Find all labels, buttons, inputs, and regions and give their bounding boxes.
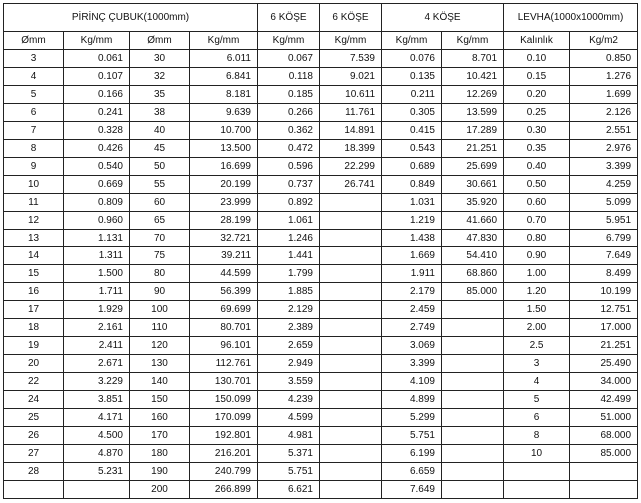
table-cell: 16.699 xyxy=(190,157,258,175)
table-cell: 0.135 xyxy=(382,67,442,85)
table-cell: 16 xyxy=(4,283,64,301)
column-header: Kg/mm xyxy=(442,32,504,50)
table-cell: 1.00 xyxy=(504,265,570,283)
table-cell: 1.311 xyxy=(64,247,130,265)
table-cell: 0.118 xyxy=(258,67,320,85)
table-row xyxy=(4,409,638,427)
table-cell: 4 xyxy=(4,67,64,85)
table-cell: 5.371 xyxy=(258,444,320,462)
table-row xyxy=(4,462,638,480)
column-header: Kg/mm xyxy=(258,32,320,50)
table-cell: 2.949 xyxy=(258,355,320,373)
table-cell: 0.426 xyxy=(64,139,130,157)
table-cell: 0.543 xyxy=(382,139,442,157)
table-cell xyxy=(320,427,382,445)
table-cell: 85.000 xyxy=(442,283,504,301)
table-cell: 17.289 xyxy=(442,121,504,139)
table-cell: 34.000 xyxy=(570,373,638,391)
table-cell: 3.399 xyxy=(570,157,638,175)
table-cell: 15 xyxy=(4,265,64,283)
table-cell: 6.199 xyxy=(382,444,442,462)
table-cell: 3.069 xyxy=(382,337,442,355)
table-cell: 20.199 xyxy=(190,175,258,193)
table-cell: 0.50 xyxy=(504,175,570,193)
table-cell: 130 xyxy=(130,355,190,373)
table-cell: 5.751 xyxy=(258,462,320,480)
table-cell: 5 xyxy=(4,85,64,103)
table-cell xyxy=(504,462,570,480)
table-cell: 8 xyxy=(504,427,570,445)
table-cell: 4.899 xyxy=(382,391,442,409)
table-cell: 0.30 xyxy=(504,121,570,139)
table-cell: 14 xyxy=(4,247,64,265)
table-cell: 26.741 xyxy=(320,175,382,193)
table-cell: 0.166 xyxy=(64,85,130,103)
table-row xyxy=(4,283,638,301)
group-header-row xyxy=(4,4,638,32)
table-cell: 5.951 xyxy=(570,211,638,229)
table-cell: 10.611 xyxy=(320,85,382,103)
table-cell: 266.899 xyxy=(190,480,258,498)
table-cell: 1.20 xyxy=(504,283,570,301)
table-cell: 28.199 xyxy=(190,211,258,229)
table-cell: 55 xyxy=(130,175,190,193)
table-cell: 4.599 xyxy=(258,409,320,427)
table-cell: 25.490 xyxy=(570,355,638,373)
table-cell: 0.305 xyxy=(382,103,442,121)
table-cell: 2.551 xyxy=(570,121,638,139)
table-cell: 10 xyxy=(4,175,64,193)
table-cell: 11 xyxy=(4,193,64,211)
table-row xyxy=(4,480,638,498)
table-cell xyxy=(320,462,382,480)
table-cell: 3.559 xyxy=(258,373,320,391)
header-6-kose-a: 6 KÖŞE xyxy=(258,4,320,32)
table-cell: 2.671 xyxy=(64,355,130,373)
table-cell xyxy=(442,373,504,391)
table-cell: 8.181 xyxy=(190,85,258,103)
table-cell: 6.659 xyxy=(382,462,442,480)
table-cell xyxy=(320,319,382,337)
table-cell: 10.421 xyxy=(442,67,504,85)
table-cell: 25.699 xyxy=(442,157,504,175)
table-cell: 1.929 xyxy=(64,301,130,319)
table-cell: 0.10 xyxy=(504,50,570,68)
table-cell: 0.328 xyxy=(64,121,130,139)
table-cell xyxy=(320,301,382,319)
table-row xyxy=(4,265,638,283)
table-cell: 32.721 xyxy=(190,229,258,247)
table-cell: 39.211 xyxy=(190,247,258,265)
table-cell: 110 xyxy=(130,319,190,337)
table-cell: 0.737 xyxy=(258,175,320,193)
table-cell: 0.362 xyxy=(258,121,320,139)
table-cell xyxy=(570,462,638,480)
table-body xyxy=(4,50,638,499)
table-cell xyxy=(64,480,130,498)
table-cell: 0.850 xyxy=(570,50,638,68)
header-levha: LEVHA(1000x1000mm) xyxy=(504,4,638,32)
header-pirinc-cubuk: PİRİNÇ ÇUBUK(1000mm) xyxy=(4,4,258,32)
table-cell: 4.500 xyxy=(64,427,130,445)
table-cell: 10 xyxy=(504,444,570,462)
table-cell: 0.60 xyxy=(504,193,570,211)
table-row xyxy=(4,193,638,211)
table-row xyxy=(4,175,638,193)
table-cell: 13.500 xyxy=(190,139,258,157)
table-row xyxy=(4,319,638,337)
table-cell: 0.266 xyxy=(258,103,320,121)
table-cell: 1.500 xyxy=(64,265,130,283)
table-cell: 2.459 xyxy=(382,301,442,319)
table-cell: 2.161 xyxy=(64,319,130,337)
table-cell: 100 xyxy=(130,301,190,319)
table-row xyxy=(4,211,638,229)
table-cell: 20 xyxy=(4,355,64,373)
table-cell: 28 xyxy=(4,462,64,480)
table-row xyxy=(4,50,638,68)
table-cell: 0.25 xyxy=(504,103,570,121)
table-cell: 3 xyxy=(504,355,570,373)
table-cell: 17 xyxy=(4,301,64,319)
table-cell: 38 xyxy=(130,103,190,121)
table-cell: 0.472 xyxy=(258,139,320,157)
table-cell: 54.410 xyxy=(442,247,504,265)
table-cell: 22.299 xyxy=(320,157,382,175)
table-cell: 2.5 xyxy=(504,337,570,355)
table-cell: 0.80 xyxy=(504,229,570,247)
table-cell: 192.801 xyxy=(190,427,258,445)
table-cell xyxy=(442,462,504,480)
table-row xyxy=(4,67,638,85)
table-cell: 7.649 xyxy=(382,480,442,498)
table-cell: 65 xyxy=(130,211,190,229)
table-cell: 0.849 xyxy=(382,175,442,193)
table-cell: 9 xyxy=(4,157,64,175)
table-cell xyxy=(320,193,382,211)
table-cell: 35.920 xyxy=(442,193,504,211)
table-cell: 1.699 xyxy=(570,85,638,103)
table-cell: 4.870 xyxy=(64,444,130,462)
table-cell: 5.751 xyxy=(382,427,442,445)
table-cell: 47.830 xyxy=(442,229,504,247)
table-cell: 4.259 xyxy=(570,175,638,193)
table-cell xyxy=(570,480,638,498)
table-row xyxy=(4,85,638,103)
table-cell: 1.061 xyxy=(258,211,320,229)
table-cell: 9.639 xyxy=(190,103,258,121)
table-cell: 0.960 xyxy=(64,211,130,229)
table-cell: 0.689 xyxy=(382,157,442,175)
column-header: Kg/mm xyxy=(190,32,258,50)
table-cell: 21.251 xyxy=(442,139,504,157)
brass-weight-table xyxy=(3,3,638,499)
table-cell xyxy=(320,283,382,301)
table-cell: 7.539 xyxy=(320,50,382,68)
table-cell: 0.241 xyxy=(64,103,130,121)
table-cell: 2.126 xyxy=(570,103,638,121)
table-cell: 11.761 xyxy=(320,103,382,121)
column-header: Kalınlık xyxy=(504,32,570,50)
table-cell: 2.389 xyxy=(258,319,320,337)
table-row xyxy=(4,301,638,319)
table-cell: 5 xyxy=(504,391,570,409)
table-cell xyxy=(320,373,382,391)
table-cell: 0.892 xyxy=(258,193,320,211)
table-cell xyxy=(320,265,382,283)
table-cell xyxy=(442,427,504,445)
table-cell: 150.099 xyxy=(190,391,258,409)
table-cell: 4 xyxy=(504,373,570,391)
column-header: Ømm xyxy=(130,32,190,50)
table-cell: 0.596 xyxy=(258,157,320,175)
table-cell: 18.399 xyxy=(320,139,382,157)
table-cell: 120 xyxy=(130,337,190,355)
table-cell xyxy=(320,337,382,355)
table-cell: 68.860 xyxy=(442,265,504,283)
table-row xyxy=(4,391,638,409)
table-cell: 8.701 xyxy=(442,50,504,68)
table-cell: 0.35 xyxy=(504,139,570,157)
table-cell xyxy=(320,391,382,409)
table-cell: 80.701 xyxy=(190,319,258,337)
table-cell: 10.700 xyxy=(190,121,258,139)
table-cell: 2.749 xyxy=(382,319,442,337)
table-cell xyxy=(320,229,382,247)
table-cell: 5.099 xyxy=(570,193,638,211)
table-row xyxy=(4,157,638,175)
table-cell xyxy=(4,480,64,498)
header-6-kose-b: 6 KÖŞE xyxy=(320,4,382,32)
table-cell: 45 xyxy=(130,139,190,157)
table-cell: 0.107 xyxy=(64,67,130,85)
table-cell: 56.399 xyxy=(190,283,258,301)
table-cell: 0.40 xyxy=(504,157,570,175)
header-4-kose: 4 KÖŞE xyxy=(382,4,504,32)
table-cell: 0.076 xyxy=(382,50,442,68)
table-row xyxy=(4,247,638,265)
table-cell: 2.00 xyxy=(504,319,570,337)
table-cell xyxy=(442,480,504,498)
table-cell: 3.399 xyxy=(382,355,442,373)
table-row xyxy=(4,229,638,247)
table-cell: 0.211 xyxy=(382,85,442,103)
table-cell: 1.219 xyxy=(382,211,442,229)
table-cell: 21.251 xyxy=(570,337,638,355)
table-cell: 12.751 xyxy=(570,301,638,319)
table-cell xyxy=(504,480,570,498)
table-cell xyxy=(442,391,504,409)
table-cell: 1.711 xyxy=(64,283,130,301)
table-cell: 2.976 xyxy=(570,139,638,157)
table-cell xyxy=(320,444,382,462)
table-cell: 1.441 xyxy=(258,247,320,265)
column-header: Ømm xyxy=(4,32,64,50)
table-cell: 18 xyxy=(4,319,64,337)
table-cell: 85.000 xyxy=(570,444,638,462)
table-cell: 150 xyxy=(130,391,190,409)
table-cell: 0.669 xyxy=(64,175,130,193)
column-header: Kg/mm xyxy=(320,32,382,50)
table-cell: 27 xyxy=(4,444,64,462)
table-cell: 0.809 xyxy=(64,193,130,211)
table-cell: 2.659 xyxy=(258,337,320,355)
table-cell: 5.299 xyxy=(382,409,442,427)
table-cell xyxy=(320,409,382,427)
table-cell: 12 xyxy=(4,211,64,229)
table-cell: 1.885 xyxy=(258,283,320,301)
table-row xyxy=(4,427,638,445)
table-cell: 60 xyxy=(130,193,190,211)
table-cell: 200 xyxy=(130,480,190,498)
table-row xyxy=(4,355,638,373)
table-cell: 26 xyxy=(4,427,64,445)
table-cell: 6.011 xyxy=(190,50,258,68)
table-cell: 170 xyxy=(130,427,190,445)
table-cell: 30.661 xyxy=(442,175,504,193)
table-cell: 13.599 xyxy=(442,103,504,121)
table-cell: 19 xyxy=(4,337,64,355)
table-cell: 216.201 xyxy=(190,444,258,462)
subheader-row xyxy=(4,32,638,50)
table-cell xyxy=(442,355,504,373)
table-cell: 9.021 xyxy=(320,67,382,85)
table-cell xyxy=(320,480,382,498)
table-cell: 3.851 xyxy=(64,391,130,409)
table-cell: 23.999 xyxy=(190,193,258,211)
table-cell: 140 xyxy=(130,373,190,391)
table-cell: 2.179 xyxy=(382,283,442,301)
table-cell: 0.185 xyxy=(258,85,320,103)
table-cell: 24 xyxy=(4,391,64,409)
table-cell: 10.199 xyxy=(570,283,638,301)
table-cell: 1.031 xyxy=(382,193,442,211)
table-cell: 0.70 xyxy=(504,211,570,229)
table-cell: 2.411 xyxy=(64,337,130,355)
table-cell xyxy=(442,301,504,319)
table-cell: 0.540 xyxy=(64,157,130,175)
table-cell: 13 xyxy=(4,229,64,247)
table-cell: 25 xyxy=(4,409,64,427)
table-cell: 6 xyxy=(504,409,570,427)
table-cell: 70 xyxy=(130,229,190,247)
table-cell: 0.15 xyxy=(504,67,570,85)
table-cell: 0.415 xyxy=(382,121,442,139)
column-header: Kg/m2 xyxy=(570,32,638,50)
table-cell: 6.841 xyxy=(190,67,258,85)
table-cell: 130.701 xyxy=(190,373,258,391)
table-cell: 30 xyxy=(130,50,190,68)
table-cell: 50 xyxy=(130,157,190,175)
table-cell xyxy=(442,337,504,355)
table-cell: 22 xyxy=(4,373,64,391)
table-cell: 7.649 xyxy=(570,247,638,265)
table-cell xyxy=(442,409,504,427)
table-cell: 14.891 xyxy=(320,121,382,139)
table-cell: 80 xyxy=(130,265,190,283)
table-cell: 75 xyxy=(130,247,190,265)
table-cell: 1.131 xyxy=(64,229,130,247)
table-cell: 51.000 xyxy=(570,409,638,427)
table-cell xyxy=(320,355,382,373)
table-cell: 44.599 xyxy=(190,265,258,283)
table-cell xyxy=(442,319,504,337)
table-cell: 170.099 xyxy=(190,409,258,427)
table-cell: 6.621 xyxy=(258,480,320,498)
table-row xyxy=(4,121,638,139)
table-cell: 6.799 xyxy=(570,229,638,247)
table-cell xyxy=(320,247,382,265)
column-header: Kg/mm xyxy=(382,32,442,50)
table-row xyxy=(4,373,638,391)
table-cell: 0.90 xyxy=(504,247,570,265)
table-cell: 190 xyxy=(130,462,190,480)
table-cell: 68.000 xyxy=(570,427,638,445)
table-cell: 96.101 xyxy=(190,337,258,355)
table-cell xyxy=(442,444,504,462)
table-cell: 0.067 xyxy=(258,50,320,68)
table-cell: 8 xyxy=(4,139,64,157)
table-cell: 0.061 xyxy=(64,50,130,68)
table-cell: 4.981 xyxy=(258,427,320,445)
table-row xyxy=(4,337,638,355)
table-cell: 4.239 xyxy=(258,391,320,409)
table-cell: 41.660 xyxy=(442,211,504,229)
table-cell: 3 xyxy=(4,50,64,68)
table-cell: 0.20 xyxy=(504,85,570,103)
table-cell: 6 xyxy=(4,103,64,121)
table-cell: 1.911 xyxy=(382,265,442,283)
table-cell: 180 xyxy=(130,444,190,462)
table-cell: 40 xyxy=(130,121,190,139)
table-cell: 32 xyxy=(130,67,190,85)
table-cell: 240.799 xyxy=(190,462,258,480)
table-cell: 35 xyxy=(130,85,190,103)
table-cell: 1.799 xyxy=(258,265,320,283)
table-cell: 2.129 xyxy=(258,301,320,319)
column-header: Kg/mm xyxy=(64,32,130,50)
table-cell xyxy=(320,211,382,229)
table-row xyxy=(4,139,638,157)
table-row xyxy=(4,444,638,462)
table-row xyxy=(4,103,638,121)
table-cell: 3.229 xyxy=(64,373,130,391)
table-cell: 90 xyxy=(130,283,190,301)
table-cell: 1.276 xyxy=(570,67,638,85)
table-cell: 160 xyxy=(130,409,190,427)
table-cell: 42.499 xyxy=(570,391,638,409)
table-cell: 1.438 xyxy=(382,229,442,247)
table-cell: 1.246 xyxy=(258,229,320,247)
table-cell: 8.499 xyxy=(570,265,638,283)
table-cell: 7 xyxy=(4,121,64,139)
table-cell: 112.761 xyxy=(190,355,258,373)
table-cell: 1.50 xyxy=(504,301,570,319)
table-cell: 12.269 xyxy=(442,85,504,103)
table-cell: 1.669 xyxy=(382,247,442,265)
table-cell: 4.109 xyxy=(382,373,442,391)
table-cell: 5.231 xyxy=(64,462,130,480)
table-cell: 69.699 xyxy=(190,301,258,319)
table-cell: 4.171 xyxy=(64,409,130,427)
table-cell: 17.000 xyxy=(570,319,638,337)
